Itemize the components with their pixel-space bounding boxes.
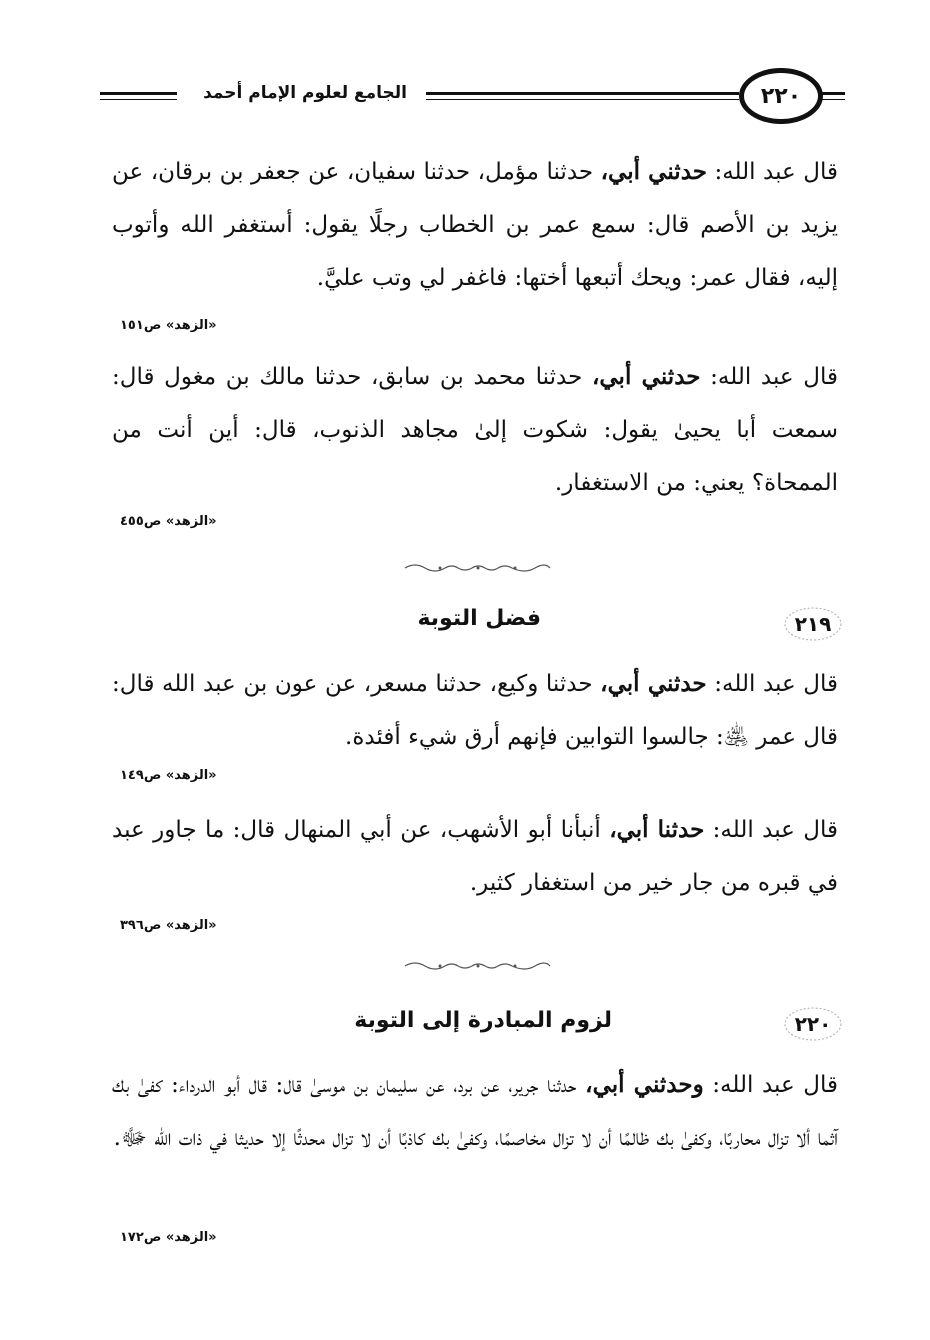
running-title: الجامع لعلوم الإمام أحمد (203, 83, 407, 103)
section-number: ٢٢٠ (782, 1004, 844, 1044)
narration-paragraph (112, 657, 838, 764)
ornament-divider (400, 960, 555, 972)
narration-paragraph (112, 803, 838, 910)
narration-paragraph (112, 145, 838, 305)
narration-intro: قال عبد الله: (704, 817, 838, 843)
ornament-divider (400, 562, 555, 574)
source-reference: «الزهد» ص٣٩٦ (120, 918, 217, 933)
header-rule (100, 92, 177, 95)
narration-chain-start: وحدثني أبي، (585, 1071, 704, 1098)
narration-paragraph (112, 350, 838, 510)
header-rule (821, 99, 845, 100)
section-title: لزوم المبادرة إلى التوبة (354, 1008, 612, 1033)
header-rule (426, 99, 739, 100)
narration-chain-start: حدثني أبي، (591, 363, 701, 390)
narration-paragraph (112, 1058, 838, 1165)
source-reference: «الزهد» ص٤٥٥ (120, 514, 217, 529)
source-reference: «الزهد» ص١٧٢ (120, 1230, 217, 1245)
header-rule (426, 92, 739, 95)
narration-chain-start: حدثني أبي، (600, 158, 707, 185)
narration-intro: قال عبد الله: (703, 1072, 838, 1098)
header-rule (100, 99, 177, 100)
page-number: ٢٢٠ (739, 68, 823, 124)
narration-chain-start: حدثنا أبي، (609, 816, 705, 843)
source-reference: «الزهد» ص١٤٩ (120, 768, 217, 783)
header-rule (821, 92, 845, 95)
narration-chain-start: حدثني أبي، (600, 670, 707, 697)
source-reference: «الزهد» ص١٥١ (120, 318, 217, 333)
narration-intro: قال عبد الله: (700, 364, 838, 390)
narration-text: حدثنا وكيع، حدثنا مسعر، عن عون بن عبد الله قال: قال عمر ﵁: جالسوا التوابين فإنهم أرق شيء أفئدة. (112, 671, 838, 750)
narration-intro: قال عبد الله: (706, 159, 838, 185)
narration-text: حدثنا مؤمل، حدثنا سفيان، عن جعفر بن برقان، عن يزيد بن الأصم قال: سمع عمر بن الخطاب رجلًا يقول: أستغفر الله وأتوب إليه، فقال عمر: ويحك أتبعها أختها: فاغفر لي وتب عليَّ. (112, 159, 838, 291)
narration-text: حدثنا محمد بن سابق، حدثنا مالك بن مغول قال: سمعت أبا يحيىٰ يقول: شكوت إلىٰ مجاهد الذنوب، قال: أين أنت من الممحاة؟ يعني: من الاستغفار. (112, 364, 838, 496)
page-header (100, 68, 845, 126)
narration-text: أنبأنا أبو الأشهب، عن أبي المنهال قال: ما جاور عبد في قبره من جار خير من استغفار كثير. (112, 817, 838, 896)
section-title: فضل التوبة (417, 606, 541, 631)
narration-text: حدثنا جرير، عن برد، عن سليمان بن موسىٰ قال: قال أبو الدرداء: كفىٰ بك آثما ألا تزال محاربًا، وكفىٰ بك ظالمًا أن لا تزال مخاصمًا، وكفىٰ بك كاذبًا أن لا تزال محدثًا إلا حديثا في ذات الله ﷻ. (112, 1072, 838, 1151)
narration-intro: قال عبد الله: (706, 671, 838, 697)
section-number: ٢١٩ (782, 604, 844, 644)
